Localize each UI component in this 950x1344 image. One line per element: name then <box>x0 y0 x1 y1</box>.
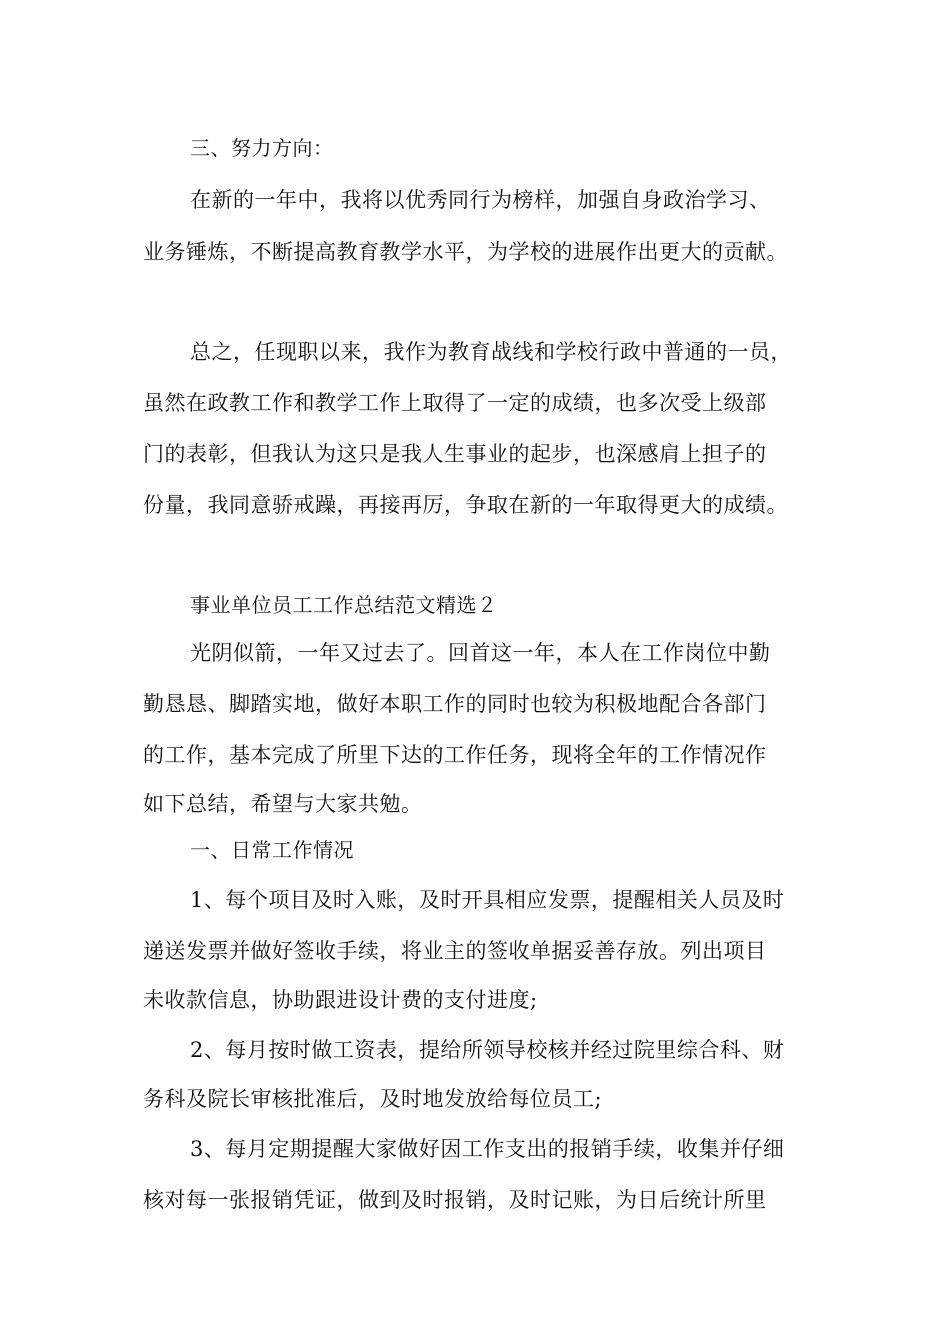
list-item-line: 2、每月按时做工资表，提给所领导校核并经过院里综合科、财 <box>190 1038 785 1062</box>
paragraph-line: 虽然在政教工作和教学工作上取得了一定的成绩，也多次受上级部 <box>143 391 767 415</box>
paragraph-line: 的工作，基本完成了所里下达的工作任务，现将全年的工作情况作 <box>143 743 767 767</box>
paragraph-line: 门的表彰，但我认为这只是我人生事业的起步，也深感肩上担子的 <box>143 442 767 466</box>
article-title: 事业单位员工工作总结范文精选２ <box>190 593 498 617</box>
paragraph-line: 如下总结，希望与大家共勉。 <box>143 792 423 816</box>
list-item-line: 核对每一张报销凭证，做到及时报销，及时记账，为日后统计所里 <box>143 1188 767 1212</box>
paragraph-line: 光阴似箭，一年又过去了。回首这一年，本人在工作岗位中勤 <box>190 641 771 665</box>
paragraph-line: 份量，我同意骄戒躁，再接再厉，争取在新的一年取得更大的成绩。 <box>143 493 788 517</box>
list-item-line: 递送发票并做好签收手续，将业主的签收单据妥善存放。列出项目 <box>143 939 767 963</box>
paragraph-line: 在新的一年中，我将以优秀同行为榜样，加强自身政治学习、 <box>190 188 771 212</box>
paragraph-line: 勤恳恳、脚踏实地，做好本职工作的同时也较为积极地配合各部门 <box>143 692 767 716</box>
paragraph-line: 业务锤炼，不断提高教育教学水平，为学校的进展作出更大的贡献。 <box>143 240 788 264</box>
list-item-line: 1、每个项目及时入账，及时开具相应发票，提醒相关人员及时 <box>190 888 785 912</box>
paragraph-line: 总之，任现职以来，我作为教育战线和学校行政中普通的一员， <box>190 340 792 364</box>
section-heading-daily-work: 一、日常工作情况 <box>190 838 354 862</box>
list-item-line: 3、每月定期提醒大家做好因工作支出的报销手续，收集并仔细 <box>190 1137 785 1161</box>
list-item-line: 务科及院长审核批准后，及时地发放给每位员工; <box>143 1087 603 1111</box>
section-heading-direction: 三、努力方向： <box>190 136 334 160</box>
list-item-line: 未收款信息，协助跟进设计费的支付进度; <box>143 988 538 1012</box>
